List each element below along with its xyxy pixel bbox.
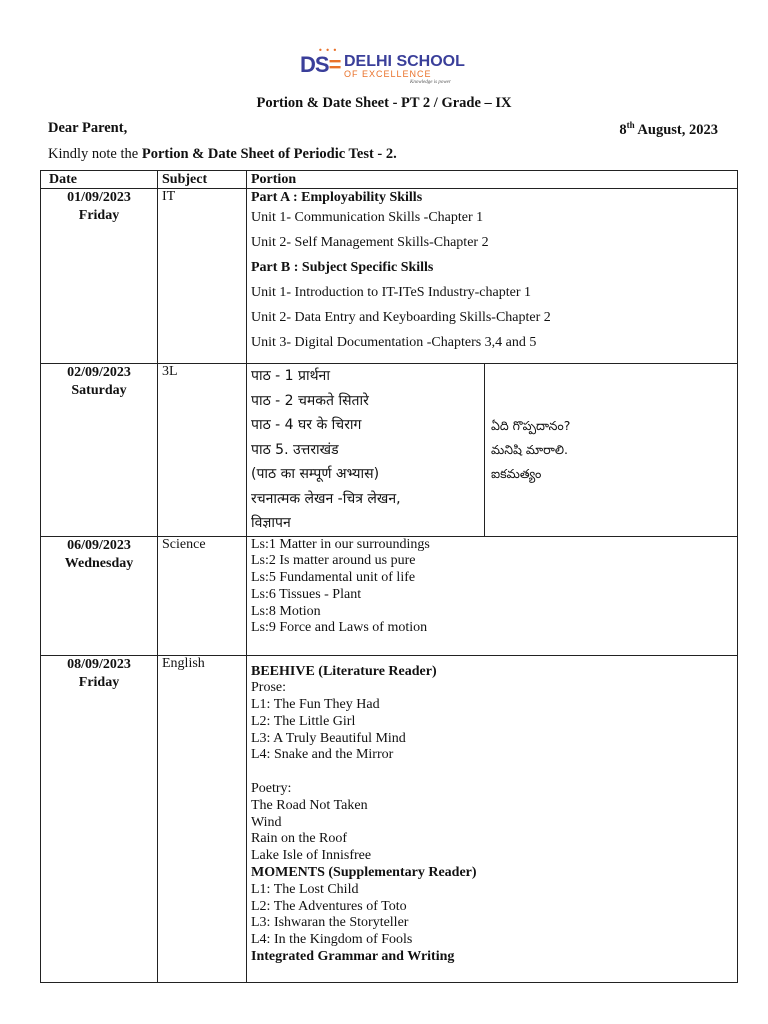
portion-line: L4: Snake and the Mirror xyxy=(251,747,394,763)
portion-line: BEEHIVE (Literature Reader) xyxy=(251,663,437,679)
portion-line: पाठ - 4 घर के चिराग xyxy=(251,417,362,433)
portion-line: L4: In the Kingdom of Fools xyxy=(251,932,413,948)
portion-line: Ls:5 Fundamental unit of life xyxy=(251,570,416,586)
portion-line: Poetry: xyxy=(251,781,292,797)
table-row xyxy=(41,536,738,655)
telugu-portion xyxy=(485,364,737,536)
portion-line: L1: The Lost Child xyxy=(251,881,359,897)
row-portion xyxy=(247,536,738,655)
portion-line: ఐకమత్యం xyxy=(491,465,542,481)
row-date: 02/09/2023 Saturday xyxy=(41,364,158,537)
portion-line: Part B : Subject Specific Skills xyxy=(251,260,434,275)
table-row xyxy=(41,655,738,982)
portion-line: L1: The Fun They Had xyxy=(251,697,380,713)
row-subject: English xyxy=(158,655,247,982)
table-row xyxy=(41,189,738,364)
school-logo xyxy=(300,46,470,90)
row-portion xyxy=(247,364,738,537)
portion-line: पाठ - 1 प्रार्थना xyxy=(251,368,330,384)
intro-note: Kindly note the Portion & Date Sheet of Periodic Test - 2. xyxy=(48,146,397,162)
portion-line: Ls:9 Force and Laws of motion xyxy=(251,620,428,636)
portion-line: (पाठ का सम्पूर्ण अभ्यास) xyxy=(251,466,380,482)
portion-gap xyxy=(251,764,733,781)
portion-line: Rain on the Roof xyxy=(251,831,348,847)
letter-date: 8th August, 2023 xyxy=(619,120,718,138)
logo-dots-icon: • • • xyxy=(318,46,338,55)
portion-line: L2: The Little Girl xyxy=(251,713,356,729)
table-row xyxy=(41,364,738,537)
table-header-row xyxy=(41,171,738,189)
portion-line: The Road Not Taken xyxy=(251,797,368,813)
logo-tagline: Knowledge is power xyxy=(410,80,451,85)
hindi-portion xyxy=(247,364,485,536)
logo-mark: DS= xyxy=(300,52,341,77)
portion-line: Unit 2- Self Management Skills-Chapter 2 xyxy=(251,235,489,250)
logo-subtitle: OF EXCELLENCE xyxy=(344,69,432,79)
portion-line: पाठ 5. उत्तराखंड xyxy=(251,441,339,458)
portion-line: पाठ - 2 चमकते सितारे xyxy=(251,392,369,409)
row-portion xyxy=(247,655,738,982)
portion-line: Part A : Employability Skills xyxy=(251,190,423,205)
portion-line: Ls:2 Is matter around us pure xyxy=(251,553,416,569)
row-date: 06/09/2023 Wednesday xyxy=(41,536,158,655)
portion-line: Prose: xyxy=(251,680,286,696)
logo-name: DELHI SCHOOL xyxy=(344,53,465,70)
header-subject: Subject xyxy=(158,171,247,189)
portion-line: विज्ञापन xyxy=(251,515,291,531)
portion-line: Unit 2- Data Entry and Keyboarding Skills-Chapter 2 xyxy=(251,310,551,325)
portion-line: L2: The Adventures of Toto xyxy=(251,898,407,914)
portion-line: MOMENTS (Supplementary Reader) xyxy=(251,865,477,881)
portion-line: Integrated Grammar and Writing xyxy=(251,949,455,965)
row-portion xyxy=(247,189,738,364)
portion-line: Wind xyxy=(251,814,282,830)
portion-line: Unit 3- Digital Documentation -Chapters 3,4 and 5 xyxy=(251,335,537,350)
date-sheet-table xyxy=(40,170,738,983)
row-subject: Science xyxy=(158,536,247,655)
row-date: 08/09/2023 Friday xyxy=(41,655,158,982)
portion-line: L3: Ishwaran the Storyteller xyxy=(251,915,409,931)
portion-line: ఏది గొప్పదానం? xyxy=(491,417,571,433)
portion-line: Ls:8 Motion xyxy=(251,603,321,619)
document-heading: Portion & Date Sheet - PT 2 / Grade – IX xyxy=(256,95,512,111)
row-subject: 3L xyxy=(158,364,247,537)
portion-line: Ls:6 Tissues - Plant xyxy=(251,586,362,602)
row-subject: IT xyxy=(158,189,247,364)
header-date: Date xyxy=(41,171,158,189)
portion-line: Lake Isle of Innisfree xyxy=(251,848,372,864)
portion-line: रचनात्मक लेखन -चित्र लेखन, xyxy=(251,490,401,507)
portion-line: Unit 1- Introduction to IT-ITeS Industry-chapter 1 xyxy=(251,285,531,300)
row-date: 01/09/2023 Friday xyxy=(41,189,158,364)
header-portion: Portion xyxy=(247,171,738,189)
portion-line: L3: A Truly Beautiful Mind xyxy=(251,730,406,746)
portion-line: Ls:1 Matter in our surroundings xyxy=(251,536,430,552)
portion-line: Unit 1- Communication Skills -Chapter 1 xyxy=(251,210,484,225)
portion-line: మనిషి మారాలి. xyxy=(491,441,568,457)
greeting: Dear Parent, xyxy=(48,120,128,136)
